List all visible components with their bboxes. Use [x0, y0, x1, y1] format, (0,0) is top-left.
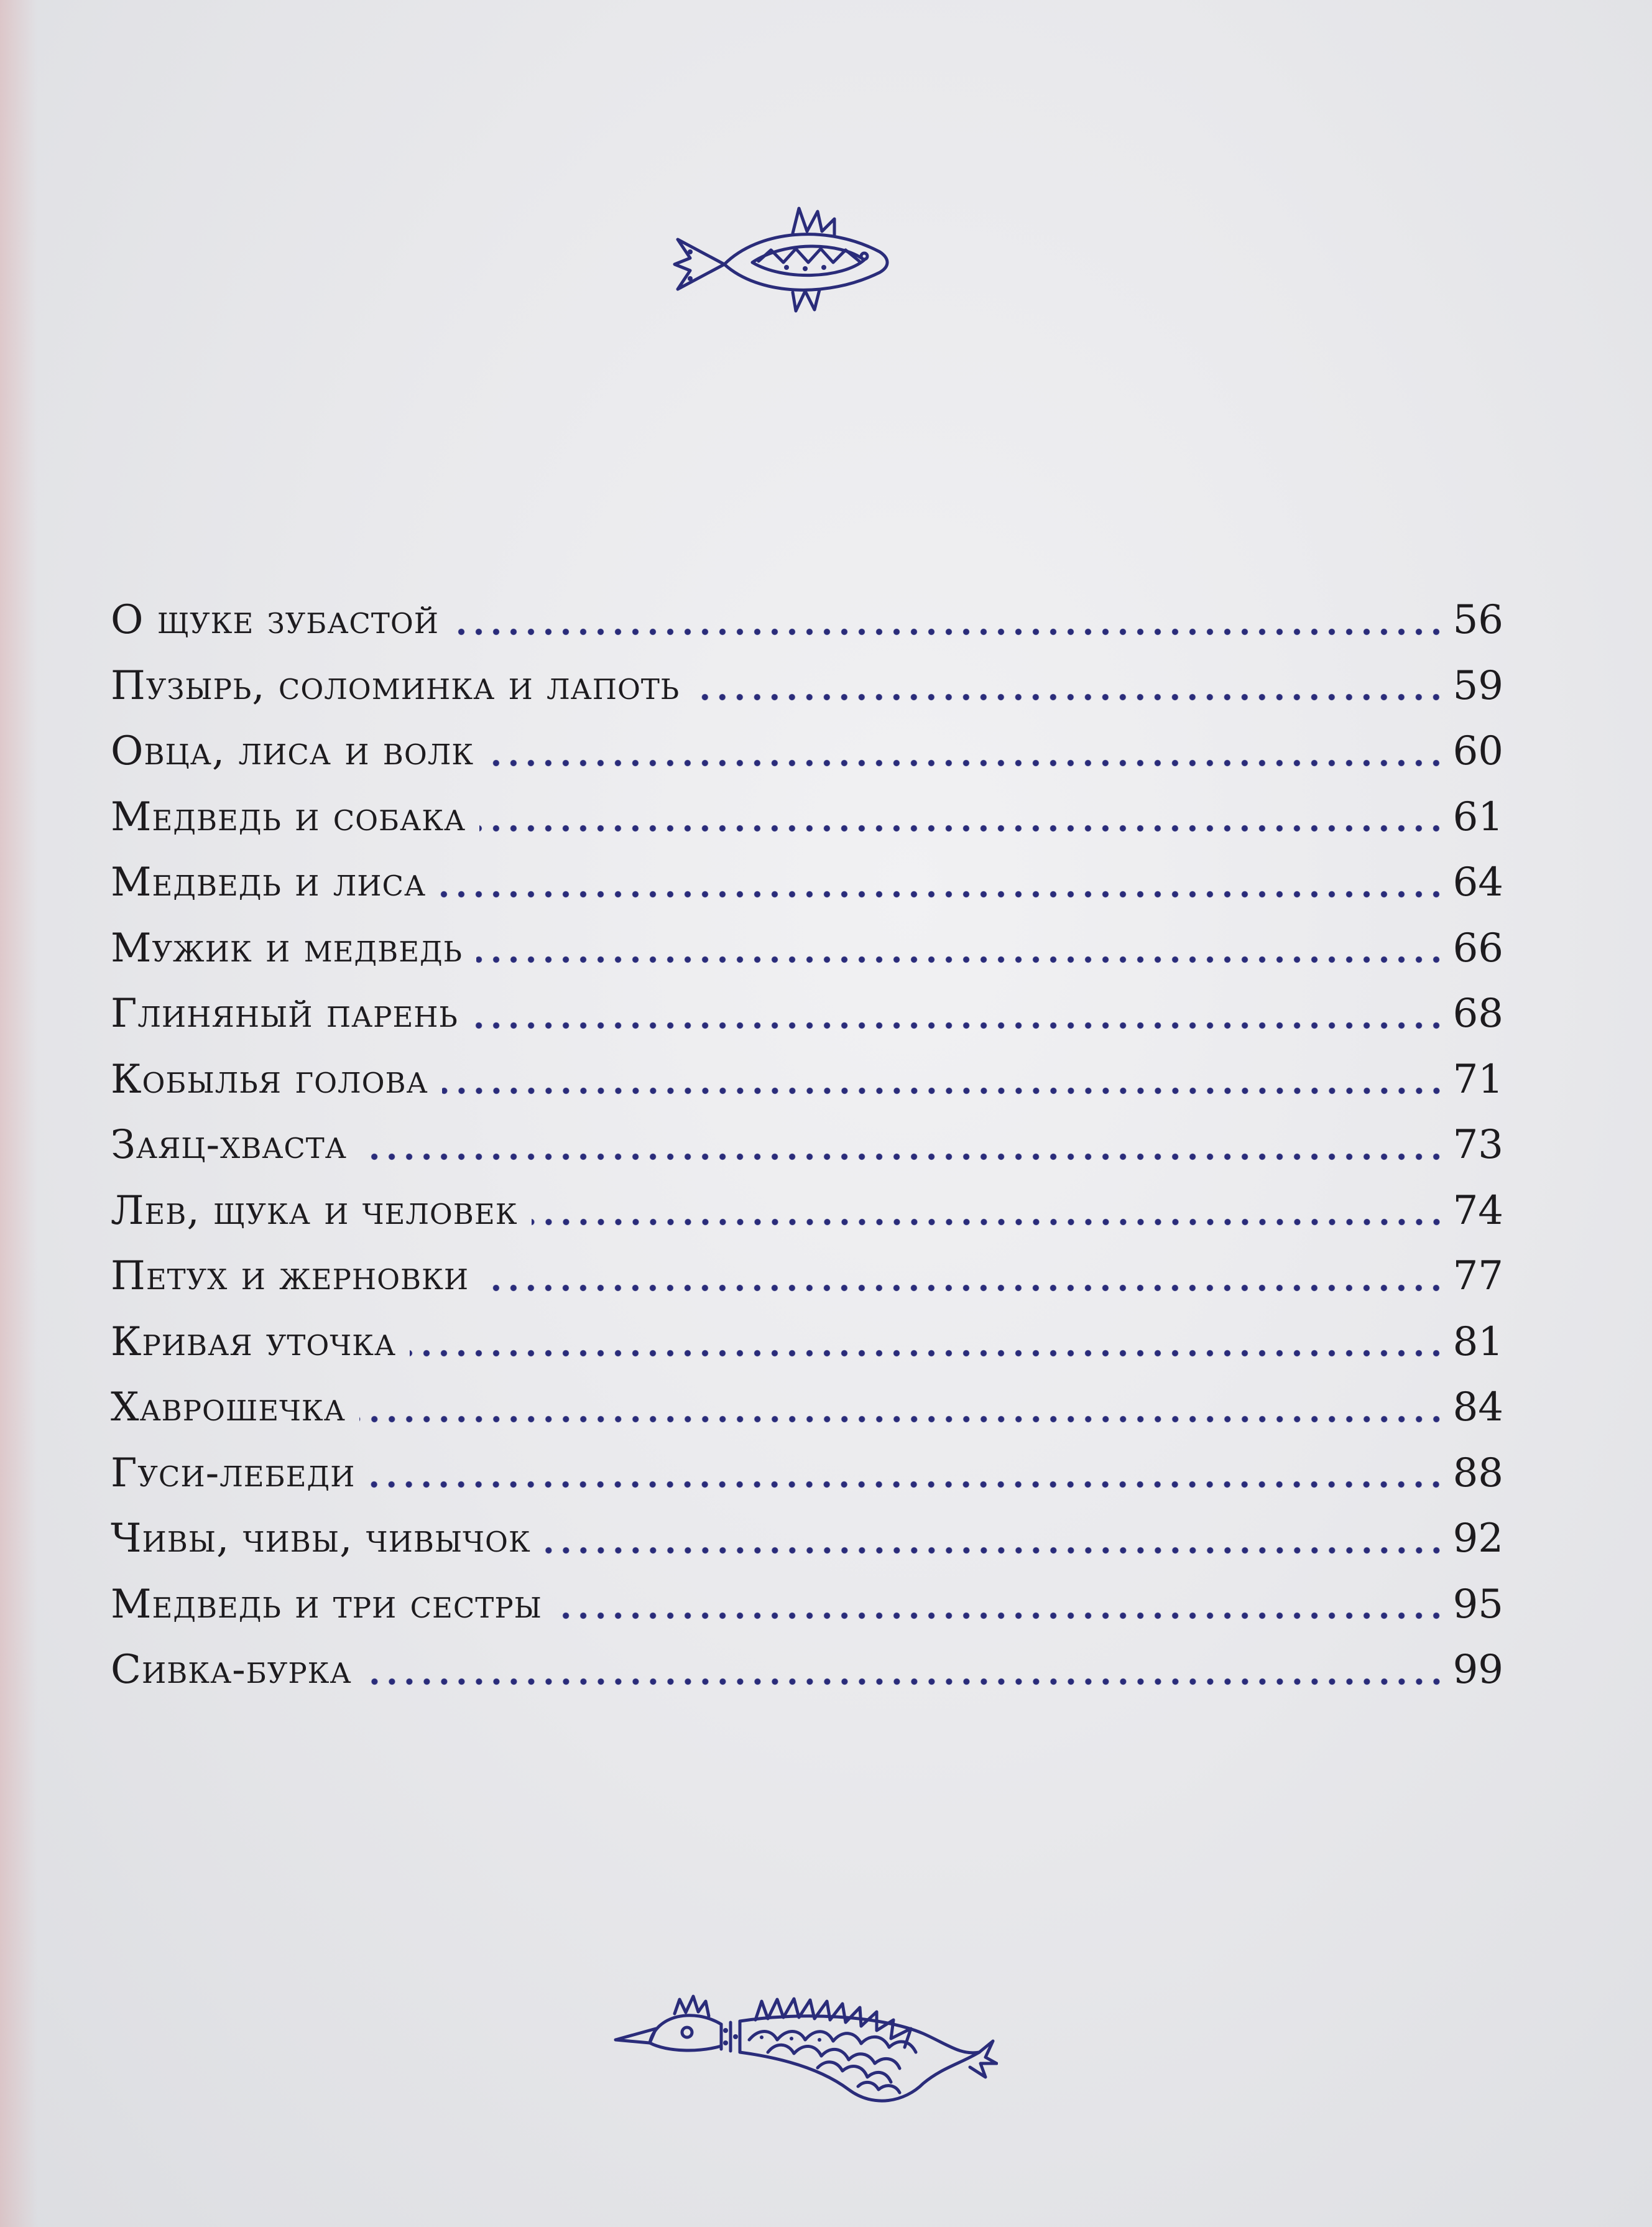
toc-entry-title: О щуке зубастой — [111, 597, 439, 643]
toc-entry[interactable] — [111, 1113, 1503, 1178]
toc-entry[interactable] — [111, 1506, 1503, 1572]
toc-entry[interactable] — [111, 1310, 1503, 1376]
toc-entry[interactable] — [111, 850, 1503, 916]
toc-entry-title: Чивы, чивы, чивычок — [111, 1516, 531, 1562]
toc-entry[interactable] — [111, 1375, 1503, 1441]
dot-leader — [359, 1415, 1445, 1424]
toc-entry-title: Медведь и три сестры — [111, 1581, 542, 1627]
toc-entry[interactable] — [111, 916, 1503, 982]
dot-leader — [693, 693, 1445, 701]
toc-entry[interactable] — [111, 654, 1503, 720]
toc-entry-title: Кривая уточка — [111, 1318, 397, 1365]
toc-entry-title: Глиняный парень — [111, 991, 458, 1037]
dot-leader — [410, 1349, 1445, 1358]
toc-entry[interactable] — [111, 785, 1503, 851]
toc-entry-page: 68 — [1452, 991, 1503, 1037]
dot-leader — [476, 955, 1445, 964]
toc-entry-title: Заяц-хваста — [111, 1122, 347, 1168]
dot-leader — [487, 759, 1445, 767]
toc-entry-title: Мужик и медведь — [111, 925, 463, 971]
dot-leader — [366, 1677, 1445, 1686]
toc-entry-page: 95 — [1452, 1581, 1503, 1627]
toc-entry-page: 84 — [1452, 1384, 1503, 1430]
dot-leader — [442, 1086, 1445, 1095]
toc-entry-page: 66 — [1452, 925, 1503, 971]
toc-entry-title: Овца, лиса и волк — [111, 728, 474, 774]
toc-entry-title: Сивка-бурка — [111, 1647, 352, 1693]
toc-entry[interactable] — [111, 1047, 1503, 1113]
page-edge-shadow — [0, 0, 37, 2227]
toc-entry-page: 74 — [1452, 1187, 1503, 1234]
firebird-icon — [612, 1990, 998, 2114]
dot-leader — [472, 1021, 1445, 1030]
toc-entry-page: 88 — [1452, 1450, 1503, 1496]
toc-entry-page: 73 — [1452, 1122, 1503, 1168]
table-of-contents — [111, 588, 1503, 1703]
dot-leader — [556, 1611, 1445, 1620]
toc-entry-title: Медведь и лиса — [111, 859, 427, 905]
toc-entry[interactable] — [111, 1178, 1503, 1244]
toc-entry-page: 61 — [1452, 794, 1503, 840]
toc-entry-page: 92 — [1452, 1516, 1503, 1562]
toc-entry-title: Лев, щука и человек — [111, 1187, 518, 1234]
dot-leader — [482, 1284, 1445, 1292]
toc-entry-page: 59 — [1452, 662, 1503, 709]
fish-icon — [665, 205, 902, 317]
toc-entry[interactable] — [111, 1637, 1503, 1703]
dot-leader — [479, 824, 1445, 833]
toc-entry-title: Кобылья голова — [111, 1056, 428, 1103]
toc-entry[interactable] — [111, 719, 1503, 785]
toc-entry-page: 56 — [1452, 597, 1503, 643]
toc-entry[interactable] — [111, 981, 1503, 1047]
dot-leader — [453, 627, 1445, 636]
dot-leader — [545, 1546, 1445, 1555]
toc-entry[interactable] — [111, 588, 1503, 654]
dot-leader — [369, 1480, 1445, 1489]
dot-leader — [532, 1218, 1445, 1226]
toc-entry-page: 81 — [1452, 1318, 1503, 1365]
toc-entry-title: Пузырь, соломинка и лапоть — [111, 662, 680, 709]
toc-entry-page: 60 — [1452, 728, 1503, 774]
toc-entry-title: Петух и жерновки — [111, 1253, 469, 1299]
toc-entry[interactable] — [111, 1244, 1503, 1310]
toc-entry-title: Медведь и собака — [111, 794, 466, 840]
toc-entry-page: 99 — [1452, 1647, 1503, 1693]
toc-entry[interactable] — [111, 1572, 1503, 1638]
toc-entry-page: 77 — [1452, 1253, 1503, 1299]
toc-entry-title: Хаврошечка — [111, 1384, 346, 1430]
toc-entry-title: Гуси-лебеди — [111, 1450, 356, 1496]
dot-leader — [440, 890, 1445, 899]
toc-entry-page: 64 — [1452, 859, 1503, 905]
dot-leader — [361, 1152, 1445, 1161]
toc-entry-page: 71 — [1452, 1056, 1503, 1103]
toc-entry[interactable] — [111, 1441, 1503, 1507]
